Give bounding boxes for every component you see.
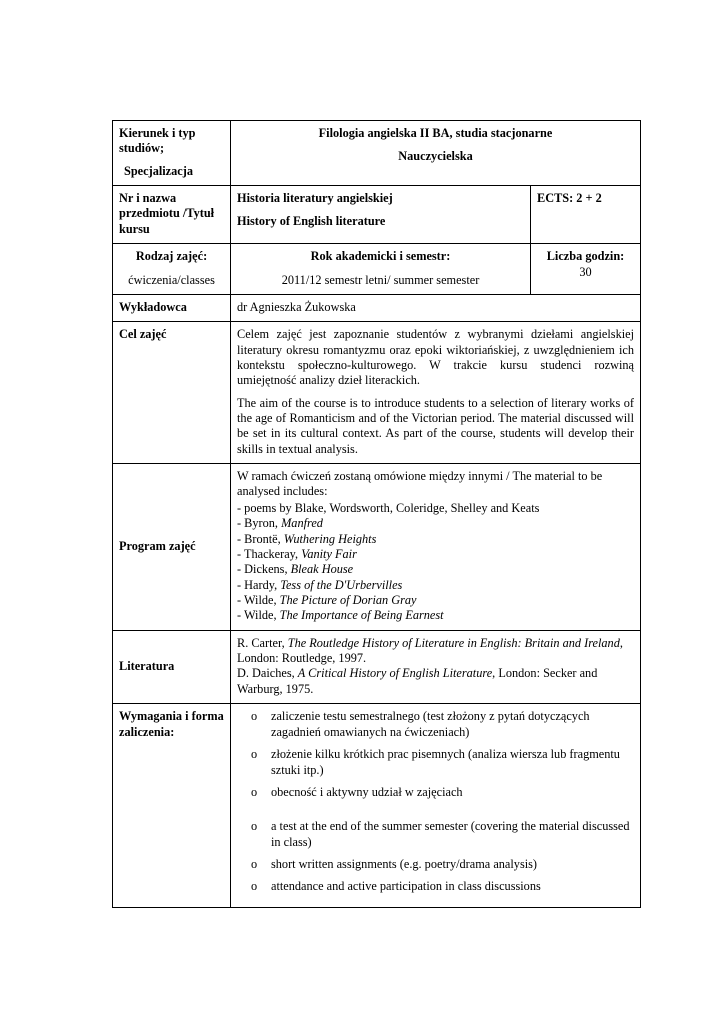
cell-requirements-value: [231, 704, 641, 908]
program-item: [237, 593, 634, 608]
literature-title: The Routledge History of Literature in English: Britain and Ireland: [287, 635, 620, 650]
program-item-title: Tess of the D'Urbervilles: [280, 577, 403, 592]
table-row-subject: [113, 186, 641, 244]
cell-lecturer-value: dr Agnieszka Żukowska: [231, 294, 641, 321]
cell-hours: [531, 244, 641, 295]
cell-ects: ECTS: 2 + 2: [531, 186, 641, 244]
program-item-title: The Picture of Dorian Gray: [279, 592, 417, 607]
program-item-text: - Brontë,: [237, 531, 284, 546]
literature-items-list: [237, 636, 634, 697]
academic-year-value: 2011/12 semestr letni/ summer semester: [281, 272, 480, 287]
cell-program-label: [113, 121, 231, 186]
cell-literature-label: Literatura: [113, 630, 231, 703]
class-type-value: ćwiczenia/classes: [128, 272, 215, 287]
program-item: [237, 532, 634, 547]
hours-value: 30: [579, 264, 592, 279]
academic-year-label: Rok akademicki i semestr:: [310, 249, 451, 264]
aim-text-en: The aim of the course is to introduce students to a selection of literary works of the age of Romanticism and of the Victorian period. The material discussed will be set in its cultural context. As part of the course, students will develop their skills in textual analysis.: [237, 395, 635, 456]
cell-class-type: [113, 244, 231, 295]
literature-item: [237, 636, 634, 667]
literature-author: D. Daiches,: [237, 666, 298, 681]
program-item-text: - Thackeray,: [237, 546, 302, 561]
program-item: [237, 547, 634, 562]
program-item-text: - Hardy,: [237, 577, 281, 592]
requirement-text: złożenie kilku krótkich prac pisemnych (analiza wiersza lub fragmentu sztuki itp.): [271, 747, 620, 778]
table-row-literature: [113, 630, 641, 703]
cell-program-content-value: [231, 464, 641, 631]
cell-subject-value: [231, 186, 531, 244]
program-item-title: Bleak House: [290, 562, 354, 577]
cell-program-content-label: Program zajęć: [113, 464, 231, 631]
aim-text-pl: Celem zajęć jest zapoznanie studentów z wybranymi dziełami angielskiej literatury okresu romantyzmu oraz epoki wiktoriańskiej, z uwzględnieniem ich kontekstu społeczno-kulturowego. W trakcie kursu studenci rozwiną umiejętność analizy dzieł literackich.: [237, 327, 635, 388]
program-value-line1: Filologia angielska II BA, studia stacjonarne: [318, 126, 553, 140]
program-label-line1: Kierunek i typ studiów;: [119, 126, 196, 156]
requirement-item: [237, 879, 634, 895]
program-value-line2: Nauczycielska: [398, 149, 473, 164]
requirement-item: [237, 747, 634, 779]
literature-publication: , London: Secker and Warburg, 1975.: [237, 666, 598, 696]
cell-aim-label: Cel zajęć: [113, 322, 231, 464]
requirement-text: zaliczenie testu semestralnego (test złożony z pytań dotyczących zagadnień omawianych na ćwiczeniach): [271, 709, 590, 740]
table-row-requirements: [113, 704, 641, 908]
requirement-text: short written assignments (e.g. poetry/drama analysis): [271, 857, 538, 872]
circle-bullet-icon: o: [251, 785, 258, 800]
circle-bullet-icon: o: [251, 709, 258, 724]
class-type-label: Rodzaj zajęć:: [135, 249, 208, 264]
program-item-text: - Wilde,: [237, 592, 280, 607]
requirements-list-en: [237, 819, 634, 895]
requirement-text: attendance and active participation in class discussions: [271, 879, 541, 894]
table-row-lecturer: [113, 294, 641, 321]
literature-author: R. Carter,: [237, 635, 288, 650]
program-item-text: - Wilde,: [237, 608, 280, 623]
requirement-item: [237, 709, 634, 741]
circle-bullet-icon: o: [251, 879, 258, 894]
cell-lecturer-label: Wykładowca: [113, 294, 231, 321]
circle-bullet-icon: o: [251, 747, 258, 762]
table-row-class-info: [113, 244, 641, 295]
program-item-text: - Dickens,: [237, 562, 291, 577]
table-row-program-content: [113, 464, 641, 631]
cell-program-value: [231, 121, 641, 186]
program-item-text: - poems by Blake, Wordsworth, Coleridge, Shelley and Keats: [237, 500, 540, 515]
program-item-title: The Importance of Being Earnest: [279, 608, 444, 623]
program-item: [237, 501, 634, 516]
subject-title-en: History of English literature: [237, 214, 386, 229]
requirement-text: a test at the end of the summer semester (covering the material discussed in class): [271, 819, 630, 850]
literature-title: A Critical History of English Literature: [297, 666, 493, 681]
program-item: [237, 562, 634, 577]
cell-academic-year: [231, 244, 531, 295]
cell-requirements-label: Wymagania i forma zaliczenia:: [113, 704, 231, 908]
cell-literature-value: [231, 630, 641, 703]
subject-title-pl: Historia literatury angielskiej: [237, 191, 393, 206]
cell-aim-value: [231, 322, 641, 464]
program-item-text: - Byron,: [237, 516, 282, 531]
table-row-program-specialization: [113, 121, 641, 186]
requirement-item: [237, 785, 634, 801]
program-item-title: Vanity Fair: [301, 546, 357, 561]
requirements-spacer: [237, 807, 634, 819]
cell-subject-label: Nr i nazwa przedmiotu /Tytuł kursu: [113, 186, 231, 244]
program-item-title: Wuthering Heights: [283, 531, 377, 546]
literature-publication: , London: Routledge, 1997.: [237, 635, 623, 666]
requirement-item: [237, 857, 634, 873]
requirement-text: obecność i aktywny udział w zajęciach: [271, 785, 463, 800]
program-items-list: [237, 501, 634, 624]
literature-item: [237, 666, 634, 697]
table-row-aim: [113, 322, 641, 464]
program-intro: W ramach ćwiczeń zostaną omówione między innymi / The material to be analysed includes:: [237, 469, 603, 499]
program-label-line2: Specjalizacja: [124, 163, 193, 178]
syllabus-table: [112, 120, 641, 908]
program-item: [237, 578, 634, 593]
circle-bullet-icon: o: [251, 819, 258, 834]
program-item-title: Manfred: [281, 516, 323, 531]
requirement-item: [237, 819, 634, 851]
program-item: [237, 516, 634, 531]
circle-bullet-icon: o: [251, 857, 258, 872]
program-item: [237, 608, 634, 623]
requirements-list-pl: [237, 709, 634, 801]
hours-label: Liczba godzin:: [546, 249, 625, 264]
